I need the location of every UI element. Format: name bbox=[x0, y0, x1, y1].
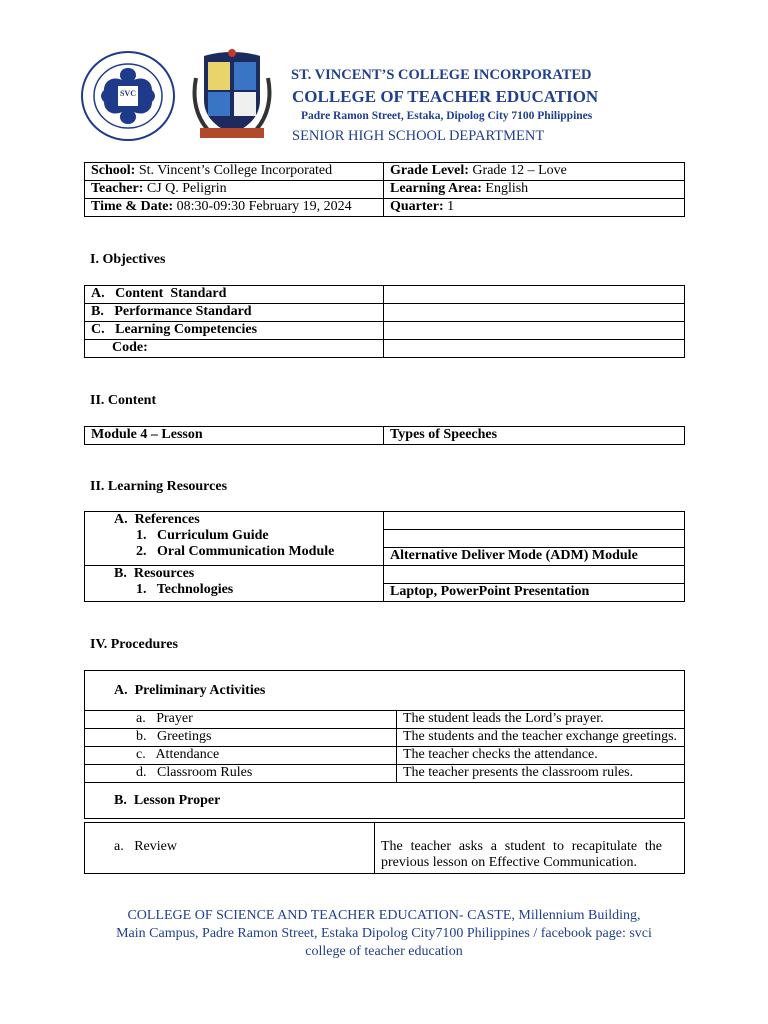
lesson-info-table bbox=[84, 162, 685, 217]
objectives-table bbox=[84, 285, 685, 358]
area-value: English bbox=[481, 181, 529, 196]
prelim-item-label: c. Attendance bbox=[85, 747, 397, 765]
resources-heading: II. Learning Resources bbox=[90, 479, 228, 494]
prelim-item-desc: The student leads the Lord’s prayer. bbox=[397, 711, 685, 729]
prelim-item-label: a. Prayer bbox=[85, 711, 397, 729]
college-seal-logo bbox=[80, 50, 176, 142]
quarter-value: 1 bbox=[443, 199, 455, 214]
footer-line: COLLEGE OF SCIENCE AND TEACHER EDUCATION- CASTE, Millennium Building, bbox=[127, 908, 641, 923]
content-topic: Types of Speeches bbox=[384, 427, 685, 445]
content-module: Module 4 – Lesson bbox=[85, 427, 384, 445]
content-heading: II. Content bbox=[90, 393, 157, 408]
procedures-heading: IV. Procedures bbox=[90, 637, 178, 652]
footer-line: college of teacher education bbox=[305, 944, 463, 959]
prelim-item-desc: The teacher presents the classroom rules. bbox=[397, 765, 685, 783]
procedures-table bbox=[84, 670, 685, 819]
time-value: 08:30-09:30 February 19, 2024 bbox=[173, 199, 352, 214]
objective-row: C. Learning Competencies bbox=[85, 322, 384, 340]
prelim-item-label: b. Greetings bbox=[85, 729, 397, 747]
teacher-label: Teacher: bbox=[91, 181, 144, 196]
references-label: A. References bbox=[114, 512, 200, 527]
college-name: ST. VINCENT’S COLLEGE INCORPORATED bbox=[291, 67, 592, 83]
content-table bbox=[84, 426, 685, 445]
objective-row: A. Content Standard bbox=[85, 286, 384, 304]
review-table bbox=[84, 822, 685, 874]
technologies-label: 1. Technologies bbox=[136, 582, 234, 597]
time-label: Time & Date: bbox=[91, 199, 174, 214]
school-label: School: bbox=[91, 163, 136, 178]
adm-module: Alternative Deliver Mode (ADM) Module bbox=[384, 548, 685, 566]
grade-label: Grade Level: bbox=[390, 163, 469, 178]
lesson-proper: B. Lesson Proper bbox=[85, 783, 685, 819]
technologies-value: Laptop, PowerPoint Presentation bbox=[384, 584, 685, 602]
curriculum-guide-label: 1. Curriculum Guide bbox=[136, 528, 269, 543]
teacher-value: CJ Q. Peligrin bbox=[143, 181, 227, 196]
prelim-item-desc: The teacher checks the attendance. bbox=[397, 747, 685, 765]
page-footer bbox=[60, 907, 708, 961]
prelim-item-desc: The students and the teacher exchange greetings. bbox=[397, 729, 685, 747]
footer-line: Main Campus, Padre Ramon Street, Estaka Dipolog City7100 Philippines / facebook page: svci bbox=[116, 926, 652, 941]
school-value: St. Vincent’s College Incorporated bbox=[135, 163, 333, 178]
quarter-label: Quarter: bbox=[390, 199, 444, 214]
college-department: COLLEGE OF TEACHER EDUCATION bbox=[292, 87, 599, 106]
grade-value: Grade 12 – Love bbox=[468, 163, 567, 178]
college-address: Padre Ramon Street, Estaka, Dipolog City 7100 Philippines bbox=[301, 110, 593, 122]
resources-label: B. Resources bbox=[114, 566, 195, 581]
seal-center-text: SVC bbox=[119, 89, 136, 98]
department-name: SENIOR HIGH SCHOOL DEPARTMENT bbox=[292, 128, 545, 144]
review-desc: The teacher asks a student to recapitulate the previous lesson on Effective Communication. bbox=[375, 823, 685, 874]
cte-crest-logo bbox=[190, 48, 274, 146]
objective-row: B. Performance Standard bbox=[85, 304, 384, 322]
area-label: Learning Area: bbox=[390, 181, 482, 196]
prelim-item-label: d. Classroom Rules bbox=[85, 765, 397, 783]
oral-module-label: 2. Oral Communication Module bbox=[136, 544, 335, 559]
review-label: a. Review bbox=[85, 823, 375, 874]
resources-table bbox=[84, 511, 685, 602]
preliminary-activities: A. Preliminary Activities bbox=[85, 671, 685, 711]
objective-row: Code: bbox=[85, 340, 384, 358]
objectives-heading: I. Objectives bbox=[90, 252, 166, 267]
